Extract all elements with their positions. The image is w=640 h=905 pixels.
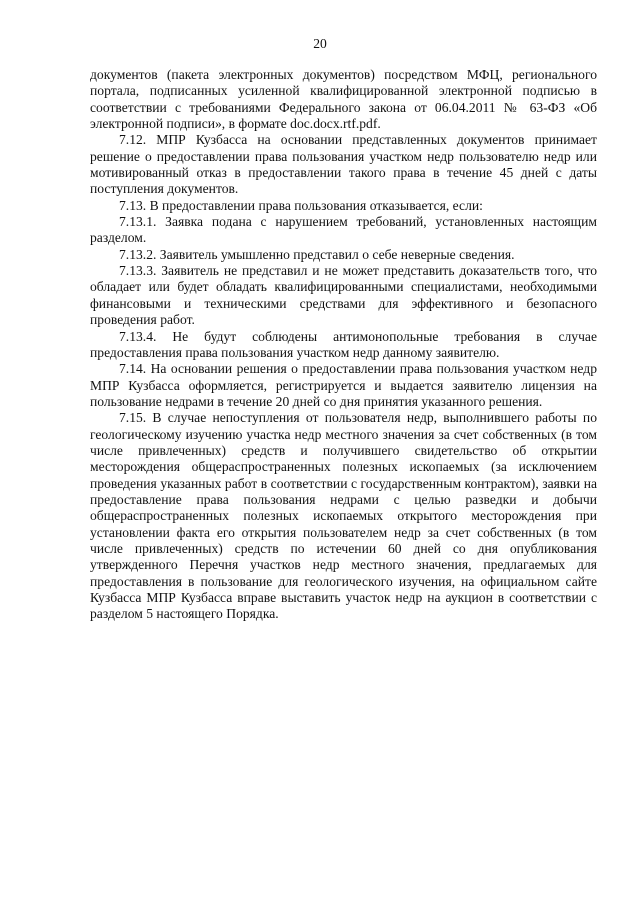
document-body xyxy=(90,67,597,623)
paragraph-7-14: 7.14. На основании решения о предоставлении права пользования участком недр МПР Кузбасса оформляется, регистрируется и выдается заявителю лицензия на пользование недрами в течение 20 дней со дня принятия указанного решения. xyxy=(90,361,597,409)
paragraph-7-12: 7.12. МПР Кузбасса на основании представленных документов принимает решение о предоставлении права пользования участком недр пользователю недр или мотивированный отказ в предоставлении такого права в течение 45 дней с даты поступления документов. xyxy=(90,132,597,197)
paragraph-continuation: документов (пакета электронных документов) посредством МФЦ, регионального портала, подписанных усиленной квалифицированной электронной подписью в соответствии с требованиями Федерального закона от 06.04.2011 № 63-ФЗ «Об электронной подписи», в формате doc.docx.rtf.pdf. xyxy=(90,67,597,132)
paragraph-7-15: 7.15. В случае непоступления от пользователя недр, выполнившего работы по геологическому изучению участка недр местного значения за счет собственных (в том числе привлеченных) средств и получившего свидетельство об открытии месторождения общераспространенных полезных ископаемых (за исключением проведения указанных работ в соответствии с государственным контрактом), заявки на предоставление права пользования недрами с целью разведки и добычи общераспространенных полезных ископаемых открытого месторождения при установлении факта его открытия пользователем недр за счет собственных (в том числе привлеченных) средств по истечении 60 дней со дня опубликования утвержденного Перечня участков недр местного значения, предлагаемых для предоставления в пользование для геологического изучения, на официальном сайте Кузбасса МПР Кузбасса вправе выставить участок недр на аукцион в соответствии с разделом 5 настоящего Порядка. xyxy=(90,410,597,622)
paragraph-7-13-1: 7.13.1. Заявка подана с нарушением требований, установленных настоящим разделом. xyxy=(90,214,597,246)
page-number: 20 xyxy=(313,36,327,51)
paragraph-7-13-2: 7.13.2. Заявитель умышленно представил о себе неверные сведения. xyxy=(119,246,515,262)
paragraph-7-13-4: 7.13.4. Не будут соблюдены антимонопольные требования в случае предоставления права пользования участком недр данному заявителю. xyxy=(90,328,597,360)
paragraph-7-13-3: 7.13.3. Заявитель не представил и не может представить доказательств того, что обладает или будет обладать квалифицированными специалистами, необходимыми финансовыми и техническими средствами для эффективного и безопасного проведения работ. xyxy=(90,263,597,328)
paragraph-7-13: 7.13. В предоставлении права пользования отказывается, если: xyxy=(119,197,483,213)
